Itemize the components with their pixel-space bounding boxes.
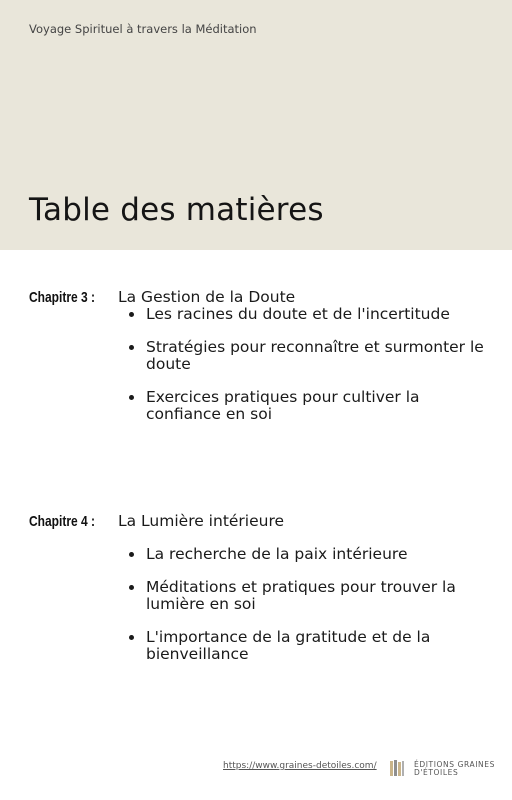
list-item: L'importance de la gratitude et de la bienveillance <box>118 629 486 663</box>
chapter-title: La Gestion de la Doute <box>118 288 296 306</box>
publisher-line-2: D'ÉTOILES <box>414 768 459 777</box>
chapter-3 <box>29 288 489 439</box>
list-item: Les racines du doute et de l'incertitude <box>118 306 486 323</box>
list-item: La recherche de la paix intérieure <box>118 546 486 563</box>
publisher-logo-text <box>414 761 495 777</box>
chapter-points <box>29 306 489 423</box>
list-item: Stratégies pour reconnaître et surmonter le doute <box>118 339 486 373</box>
chapter-title: La Lumière intérieure <box>118 512 285 530</box>
page-title: Table des matières <box>29 192 324 228</box>
list-item: Méditations et pratiques pour trouver la lumière en soi <box>118 579 486 613</box>
chapter-heading <box>29 512 489 530</box>
books-icon <box>390 760 408 776</box>
chapter-label: Chapitre 3 : <box>29 289 96 306</box>
website-link[interactable]: https://www.graines-detoiles.com/ <box>223 761 377 771</box>
chapter-points <box>29 546 489 663</box>
chapter-label: Chapitre 4 : <box>29 513 96 530</box>
list-item: Exercices pratiques pour cultiver la confiance en soi <box>118 389 486 423</box>
chapter-heading <box>29 288 489 306</box>
book-title: Voyage Spirituel à travers la Méditation <box>29 22 257 36</box>
chapter-4 <box>29 512 489 679</box>
publisher-line-1: ÉDITIONS GRAINES <box>414 760 495 769</box>
